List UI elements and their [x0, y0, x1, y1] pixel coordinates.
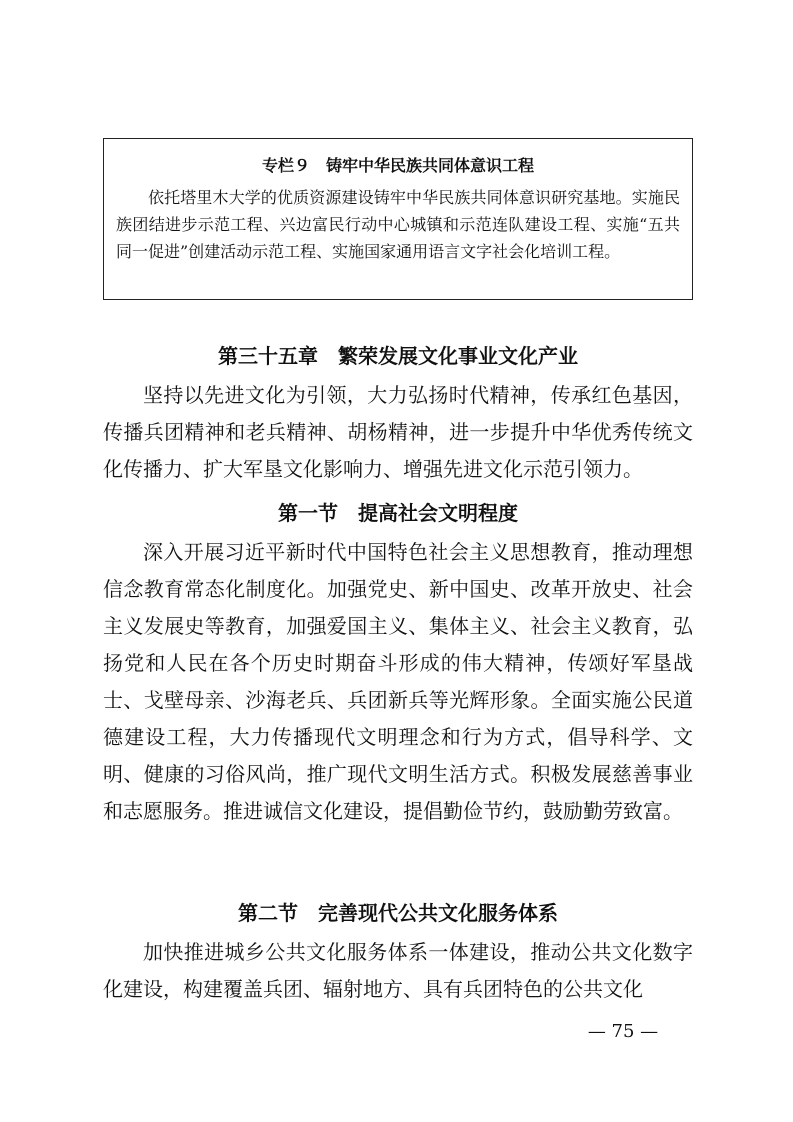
section-2-title: 第二节 完善现代公共文化服务体系	[238, 901, 558, 925]
page-number: — 75 —	[587, 1021, 659, 1042]
section-1-paragraph: 深入开展习近平新时代中国特色社会主义思想教育，推动理想信念教育常态化制度化。加强党史、新中国史、改革开放史、社会主义发展史等教育，加强爱国主义、集体主义、社会主义教育，弘扬党和人民在各个历史时期奋斗形成的伟大精神，传颂好军垦战士、戈壁母亲、沙海老兵、兵团新兵等光辉形象。全面实施公民道德建设工程，大力传播现代文明理念和行为方式，倡导科学、文明、健康的习俗风尚，推广现代文明生活方式。积极发展慈善事业和志愿服务。推进诚信文化建设，提倡勤俭节约，鼓励勤劳致富。	[103, 540, 693, 823]
chapter-paragraph: 坚持以先进文化为引领，大力弘扬时代精神，传承红色基因，传播兵团精神和老兵精神、胡杨精神，进一步提升中华优秀传统文化传播力、扩大军垦文化影响力、增强先进文化示范引领力。	[103, 383, 693, 481]
section-2-paragraph: 加快推进城乡公共文化服务体系一体建设，推动公共文化数字化建设，构建覆盖兵团、辐射地方、具有兵团特色的公共文化	[103, 940, 693, 1001]
column-box	[103, 138, 693, 300]
column-box-body: 依托塔里木大学的优质资源建设铸牢中华民族共同体意识研究基地。实施民族团结进步示范工程、兴边富民行动中心城镇和示范连队建设工程、实施“五共同一促进”创建活动示范工程、实施国家通用语言文字社会化培训工程。	[116, 188, 680, 261]
column-box-title: 专栏９ 铸牢中华民族共同体意识工程	[261, 156, 534, 175]
section-1-title: 第一节 提高社会文明程度	[278, 501, 518, 525]
chapter-title: 第三十五章 繁荣发展文化事业文化产业	[218, 344, 578, 368]
